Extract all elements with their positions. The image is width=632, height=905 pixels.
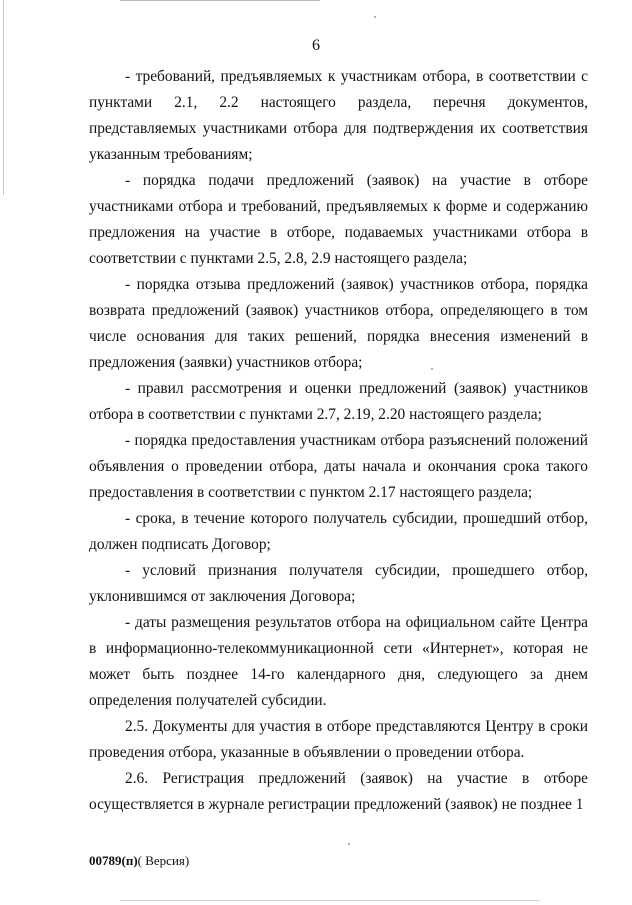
- scan-edge-bottom: [120, 900, 540, 901]
- document-version: ( Версия): [137, 853, 190, 868]
- scan-edge-left: [3, 0, 4, 195]
- paragraph: - даты размещения результатов отбора на официальном сайте Центра в информационно-телекоммуникационной сети «Интернет», которая не может быть позднее 14-го календарного дня, следующего за днем определения получателей субсидии.: [89, 614, 588, 709]
- document-code: 00789(п): [89, 853, 138, 868]
- paragraph: 2.6. Регистрация предложений (заявок) на участие в отборе осуществляется в журнале регистрации предложений (заявок) не позднее 1: [89, 770, 588, 813]
- paragraph: - срока, в течение которого получатель субсидии, прошедший отбор, должен подписать Договор;: [89, 510, 588, 553]
- paragraph: - порядка предоставления участникам отбора разъяснений положений объявления о проведении отбора, даты начала и окончания срока такого предоставления в соответствии с пунктом 2.17 настоящего раздела;: [89, 432, 588, 501]
- paragraph: - требований, предъявляемых к участникам отбора, в соответствии с пунктами 2.1, 2.2 настоящего раздела, перечня документов, представляемых участниками отбора для подтверждения их соответствия указанным требованиям;: [89, 68, 588, 163]
- scan-speck: [348, 843, 350, 845]
- document-footer: [89, 852, 189, 870]
- scan-edge-top: [120, 0, 320, 1]
- paragraph: - правил рассмотрения и оценки предложений (заявок) участников отбора в соответствии с пунктами 2.7, 2.19, 2.20 настоящего раздела;: [89, 380, 588, 423]
- paragraph: - порядка подачи предложений (заявок) на участие в отборе участниками отбора и требований, предъявляемых к форме и содержанию предложения на участие в отборе, подаваемых участниками отбора в соответствии с пунктами 2.5, 2.8, 2.9 настоящего раздела;: [89, 172, 588, 267]
- paragraph: - условий признания получателя субсидии, прошедшего отбор, уклонившимся от заключения Договора;: [89, 562, 588, 605]
- paragraph: 2.5. Документы для участия в отборе представляются Центру в сроки проведения отбора, указанные в объявлении о проведении отбора.: [89, 718, 588, 761]
- scan-speck: [374, 16, 376, 18]
- document-body: [89, 64, 588, 818]
- paragraph: - порядка отзыва предложений (заявок) участников отбора, порядка возврата предложений (заявок) участников отбора, определяющего в том числе основания для таких решений, порядка внесения изменений в предложения (заявки) участников отбора;: [89, 276, 588, 371]
- page-number: 6: [312, 37, 320, 54]
